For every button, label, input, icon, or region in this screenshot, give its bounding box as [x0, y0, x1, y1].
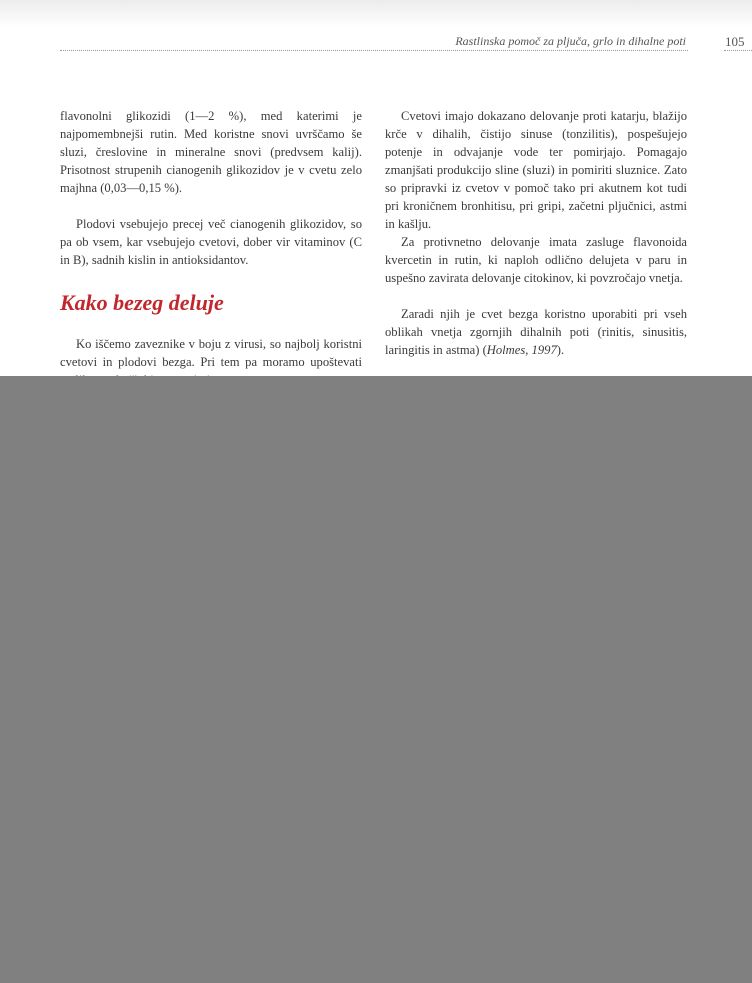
gray-redaction-block: [0, 376, 752, 983]
gray-redaction-edge: [272, 376, 752, 384]
right-column: [385, 107, 687, 359]
right-paragraph-1: Cvetovi imajo dokazano delovanje proti katarju, blažijo krče v dihalih, čistijo sinuse (tonzilitis), pospešujejo potenje in odvajanje vode ter pomirjajo. Pomagajo zmanjšati produkcijo sline (sluzi) in pomiriti sluznice. Zato so pripravki iz cvetov v pomoč tako pri akutnem kot tudi pri kroničnem bronhitisu, pri gripi, začetni pljučnici, astmi in kašlju.: [385, 109, 687, 231]
section-heading: Kako bezeg deluje: [60, 290, 224, 315]
right-paragraph-3-text: Zaradi njih je cvet bezga koristno uporabiti pri vseh oblikah vnetja zgornjih dihalnih poti (rinitis, sinusitis, laringitis in astma) (: [385, 307, 687, 357]
right-paragraph-3: [385, 305, 687, 359]
left-paragraph-2: Plodovi vsebujejo precej več cianogenih glikozidov, so pa ob vsem, kar vsebujejo cvetovi, dober vir vitaminov (C in B), sadnih kislin in antioksidantov.: [60, 217, 362, 267]
paragraph-gap: [385, 287, 687, 305]
running-title: Rastlinska pomoč za pljuča, grlo in dihalne poti: [455, 34, 686, 48]
page-number: 105: [725, 34, 745, 49]
page-number-rule: [724, 50, 752, 51]
left-column: [60, 107, 362, 389]
right-paragraph-3-end: ).: [556, 343, 565, 357]
left-paragraph-1: flavonolni glikozidi (1—2 %), med katerimi je najpomembnejši rutin. Med koristne snovi uvrščamo še sluzi, čreslovine in mineralne snovi (predvsem kalij). Prisotnost strupenih cianogenih glikozidov je v cvetu zelo majhna (0,03—0,15 %).: [60, 109, 362, 195]
left-column-clip: [0, 0, 362, 383]
paragraph-gap: [60, 197, 362, 215]
left-paragraph-3: Ko iščemo zaveznike v boju z virusi, so najbolj koristni cvetovi in plodovi bezga. Pri tem pa moramo upoštevati: [60, 337, 362, 369]
citation: Holmes, 1997: [486, 343, 557, 357]
right-paragraph-2: Za protivnetno delovanje imata zasluge flavonoida kvercetin in rutin, ki naploh odlično delujeta v paru in uspešno zavirata delovanje citokinov, ki povzročajo vnetja.: [385, 235, 687, 285]
